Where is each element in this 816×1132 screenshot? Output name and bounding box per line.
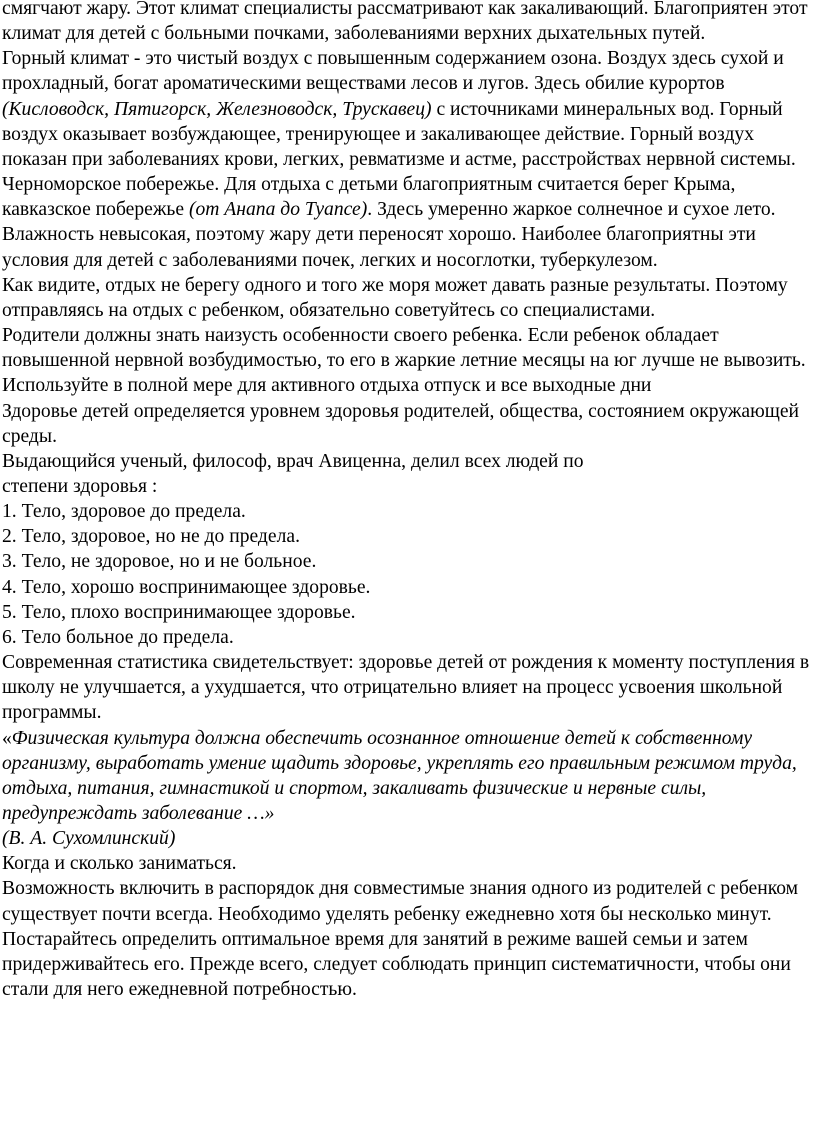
black-sea-text-start: Черноморское побережье. Для отдыха с детьми благоприятным считается берег Крыма, кавказское побережье — [2, 174, 736, 221]
paragraph-avicenna — [2, 449, 814, 499]
paragraph-parents-know-child: Родители должны знать наизусть особенности своего ребенка. Если ребенок обладает повышенной нервной возбудимостью, то его в жаркие летние месяцы на юг лучше не вывозить. Используйте в полной мере для активного отдыха отпуск и все выходные дни — [2, 325, 806, 397]
quote-close-mark: » — [264, 803, 275, 824]
paragraph-black-sea-coast — [2, 172, 814, 273]
list-item: 3. Тело, не здоровое, но и не больное. — [2, 551, 317, 573]
paragraph-modern-statistics: Современная статистика свидетельствует: здоровье детей от рождения к моменту поступления в школу не улучшается, а ухудшается, что отрицательно влияет на процесс усвоения школьной программы. — [2, 652, 810, 724]
coast-range-italic: (от Анапа до Туапсе) — [188, 199, 368, 221]
avicenna-line-2: степени здоровья : — [2, 475, 158, 497]
paragraph-mountain-climate — [2, 46, 814, 172]
quote-open-mark: « — [2, 727, 12, 749]
paragraph-consult-specialists: Как видите, отдых не берегу одного и того же моря может давать разные результаты. Поэтому отправляясь на отдых с ребенком, обязательно советуйтесь со специалистами. — [2, 274, 788, 321]
list-item: 5. Тело, плохо воспринимающее здоровье. — [2, 601, 356, 623]
paragraph-daily-routine: Возможность включить в распорядок дня совместимые знания одного из родителей с ребенком существует почти всегда. Необходимо уделять ребенку ежедневно хотя бы несколько минут. Постарайтесь определить оптимальное время для занятий в режиме вашей семьи и затем придерживайтесь его. Прежде всего, следует соблюдать принцип систематичности, чтобы они стали для него ежедневной потребностью. — [2, 878, 799, 1001]
mountain-climate-text-end: с источниками минеральных вод. Горный воздух оказывает возбуждающее, тренирующее и закаливающее действие. Горный воздух показан при заболеваниях крови, легких, ревматизме и астме, расстройствах нервной системы. — [2, 98, 796, 170]
paragraph-climate-intro: смягчают жару. Этот климат специалисты рассматривают как закаливающий. Благоприятен этот климат для детей с больными почками, заболеваниями верхних дыхательных путей. — [2, 0, 808, 45]
quote-block — [2, 726, 814, 827]
list-item: 1. Тело, здоровое до предела. — [2, 501, 246, 523]
mountain-climate-text-start: Горный климат - это чистый воздух с повышенным содержанием озона. Воздух здесь сухой и прохладный, богат ароматическими веществами лесов и лугов. Здесь обилие курортов — [2, 48, 784, 95]
list-item: 2. Тело, здоровое, но не до предела. — [2, 526, 300, 548]
quote-author: (В. А. Сухомлинский) — [2, 828, 176, 850]
list-item: 4. Тело, хорошо воспринимающее здоровье. — [2, 576, 371, 598]
list-item: 6. Тело больное до предела. — [2, 626, 234, 648]
health-levels-list — [2, 499, 814, 650]
document-page — [2, 0, 814, 1002]
black-sea-text-end: . Здесь умеренно жаркое солнечное и сухое лето. Влажность невысокая, поэтому жару дети переносят хорошо. Наиболее благоприятны эти условия для детей с заболеваниями почек, легких и носоглотки, туберкулезом. — [2, 199, 776, 271]
resort-list-italic: (Кисловодск, Пятигорск, Железноводск, Трускавец) — [2, 98, 432, 120]
quote-text: Физическая культура должна обеспечить осознанное отношение детей к собственному организму, выработать умение щадить здоровье, укреплять его правильным режимом труда, отдыха, питания, гимнастикой и спортом, закаливать физические и нервные силы, предупреждать заболевание … — [2, 727, 797, 824]
paragraph-child-health-factors: Здоровье детей определяется уровнем здоровья родителей, общества, состоянием окружающей среды. — [2, 400, 800, 447]
avicenna-line-1: Выдающийся ученый, философ, врач Авиценна, делил всех людей по — [2, 450, 584, 472]
paragraph-when-to-exercise: Когда и сколько заниматься. — [2, 853, 237, 875]
